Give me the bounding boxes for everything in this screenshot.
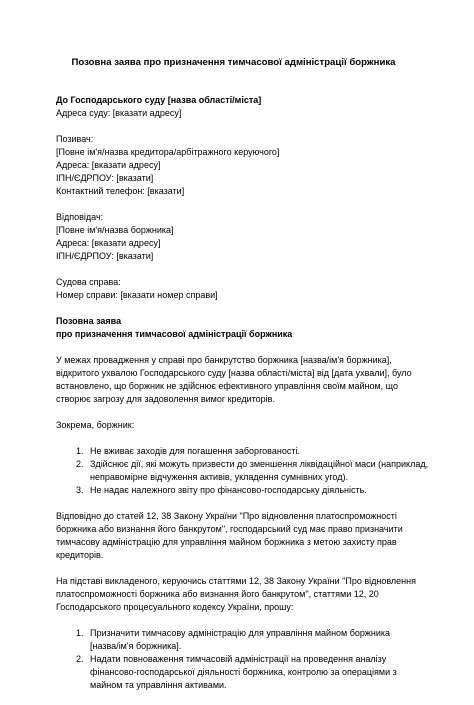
list-item-line: 2. Здійснює дії, які можуть призвести до зменшення ліквідаційної маси (наприклад, [90,459,429,469]
list-item [86,445,421,458]
list-item-line: 1. Не вживає заходів для погашення заборгованості. [90,446,300,456]
list-item [86,458,429,484]
paragraph-line: У межах провадження у справі про банкрутство боржника [назва/ім'я боржника], [56,355,392,365]
claim-heading-line1: Позовна заява [56,316,122,326]
claim-heading [56,315,421,341]
list-item-line: фінансово-господарської діяльності боржника, контролю за операціями з [90,667,397,677]
list-item-line: 2. Надати повноваження тимчасовій адміністрації на проведення аналізу [90,654,387,664]
list-item [86,653,421,692]
plaintiff-address: Адреса: [вказати адресу] [56,160,161,170]
defendant-block [56,211,421,263]
paragraph-line: кредиторів. [56,550,104,560]
list-item [86,627,421,653]
defendant-label: Відповідач: [56,212,104,222]
plaintiff-label: Позивач: [56,134,94,144]
defendant-name: [Повне ім'я/назва боржника] [56,225,174,235]
paragraph-line: Відповідно до статей 12, 38 Закону України "Про відновлення платоспроможності [56,511,397,521]
defendant-ipn: ІПН/ЄДРПОУ: [вказати] [56,251,154,261]
case-number: Номер справи: [вказати номер справи] [56,290,218,300]
document-body [56,56,429,705]
paragraph-line: боржника або визнання його банкрутом", господарський суд має право призначити [56,524,403,534]
paragraph-4 [56,575,421,614]
claim-heading-line2: про призначення тимчасової адміністрації боржника [56,329,293,339]
document-title: Позовна заява про призначення тимчасової адміністрації боржника [71,57,396,68]
court-block [56,94,421,120]
violations-list [56,445,429,497]
plaintiff-phone: Контактний телефон: [вказати] [56,186,185,196]
plaintiff-name: [Повне ім'я/назва кредитора/арбітражного керуючого] [56,147,280,157]
list-item-line: 3. Не надає належного звіту про фінансово-господарську діяльність. [90,485,367,495]
paragraph-line: тимчасову адміністрацію для управління майном боржника з метою захисту прав [56,537,397,547]
paragraph-line: На підставі викладеного, керуючись статтями 12, 38 Закону України "Про відновлення [56,576,416,586]
paragraph-line: платоспроможності боржника або визнання його банкрутом", статтями 12, 20 [56,589,379,599]
paragraph-2: Зокрема, боржник: [56,420,135,430]
plaintiff-block [56,133,421,198]
list-item-line: неправомірне відчуження активів, укладення сумнівних угод). [90,472,348,482]
list-item [86,484,421,497]
plaintiff-ipn: ІПН/ЄДРПОУ: [вказати] [56,173,154,183]
list-item-line: майном та управління активами. [90,680,227,690]
list-item-line: [назва/ім'я боржника]. [90,641,182,651]
case-block [56,276,421,302]
case-label: Судова справа: [56,277,121,287]
paragraph-3 [56,510,421,562]
paragraph-1 [56,354,421,406]
paragraph-line: відкритого ухвалою Господарського суду [назва області/міста] від [дата ухвали], було [56,368,412,378]
paragraph-line: створює загрозу для задоволення вимог кредиторів. [56,394,275,404]
court-address: Адреса суду: [вказати адресу] [56,108,182,118]
paragraph-line: встановлено, що боржник не здійснює ефективного управління своїм майном, що [56,381,398,391]
defendant-address: Адреса: [вказати адресу] [56,238,161,248]
list-item-line: 1. Призначити тимчасову адміністрацію для управління майном боржника [90,628,391,638]
requests-list [56,627,421,692]
paragraph-line: Господарського процесуального кодексу України, прошу: [56,602,294,612]
court-heading: До Господарського суду [назва області/міста] [56,95,262,105]
